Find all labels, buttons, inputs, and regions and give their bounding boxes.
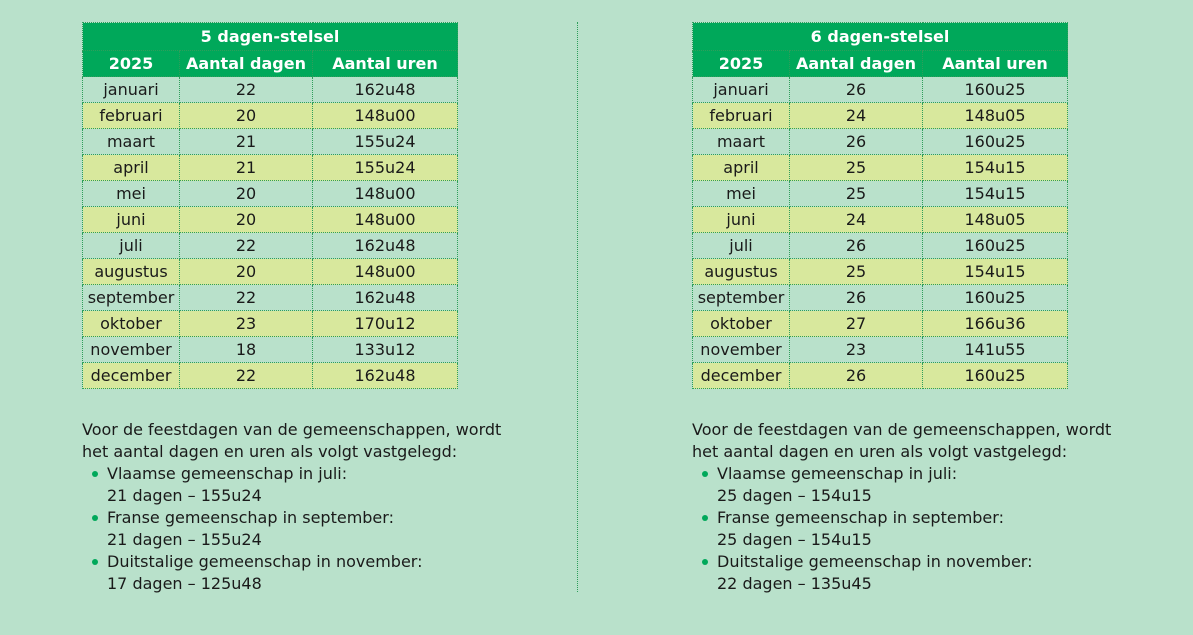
community-value: 25 dagen – 154u15 xyxy=(717,486,872,505)
community-label: Franse gemeenschap in september: xyxy=(107,508,394,527)
table-row xyxy=(83,103,458,129)
notes-intro-line-2: het aantal dagen en uren als volgt vastgelegd: xyxy=(692,442,1068,461)
hours-cell: 148u00 xyxy=(313,181,458,207)
table-row xyxy=(83,77,458,103)
table-row xyxy=(83,311,458,337)
days-cell: 22 xyxy=(180,233,313,259)
bullet-icon xyxy=(702,559,708,565)
table-row xyxy=(83,181,458,207)
community-item xyxy=(700,463,1162,507)
days-cell: 21 xyxy=(180,129,313,155)
days-cell: 20 xyxy=(180,259,313,285)
month-cell: september xyxy=(693,285,790,311)
table-title: 6 dagen-stelsel xyxy=(693,23,1068,51)
month-cell: april xyxy=(693,155,790,181)
header-year: 2025 xyxy=(83,51,180,77)
table-row xyxy=(693,129,1068,155)
community-item xyxy=(90,507,552,551)
table-row xyxy=(83,363,458,389)
header-hours: Aantal uren xyxy=(923,51,1068,77)
table-row xyxy=(693,233,1068,259)
month-cell: juli xyxy=(83,233,180,259)
month-cell: februari xyxy=(693,103,790,129)
hours-cell: 162u48 xyxy=(313,363,458,389)
notes-intro-line-1: Voor de feestdagen van de gemeenschappen, wordt xyxy=(82,420,502,439)
table-row xyxy=(83,285,458,311)
days-cell: 26 xyxy=(790,233,923,259)
bullet-icon xyxy=(92,471,98,477)
table-row xyxy=(693,311,1068,337)
table-row xyxy=(693,259,1068,285)
month-cell: augustus xyxy=(83,259,180,285)
days-cell: 18 xyxy=(180,337,313,363)
hours-table xyxy=(82,22,458,389)
table-body xyxy=(83,77,458,389)
hours-cell: 160u25 xyxy=(923,285,1068,311)
month-cell: oktober xyxy=(83,311,180,337)
days-cell: 25 xyxy=(790,181,923,207)
holiday-notes xyxy=(82,419,552,595)
hours-cell: 166u36 xyxy=(923,311,1068,337)
days-cell: 20 xyxy=(180,103,313,129)
month-cell: februari xyxy=(83,103,180,129)
column-divider xyxy=(577,22,578,592)
hours-cell: 154u15 xyxy=(923,155,1068,181)
month-cell: juni xyxy=(693,207,790,233)
month-cell: december xyxy=(83,363,180,389)
days-cell: 23 xyxy=(180,311,313,337)
notes-intro-line-1: Voor de feestdagen van de gemeenschappen, wordt xyxy=(692,420,1112,439)
month-cell: november xyxy=(83,337,180,363)
hours-cell: 160u25 xyxy=(923,233,1068,259)
community-label: Duitstalige gemeenschap in november: xyxy=(717,552,1033,571)
month-cell: december xyxy=(693,363,790,389)
hours-cell: 160u25 xyxy=(923,77,1068,103)
month-cell: mei xyxy=(83,181,180,207)
hours-cell: 141u55 xyxy=(923,337,1068,363)
community-list xyxy=(692,463,1162,595)
month-cell: september xyxy=(83,285,180,311)
hours-cell: 154u15 xyxy=(923,181,1068,207)
bullet-icon xyxy=(702,515,708,521)
month-cell: augustus xyxy=(693,259,790,285)
community-value: 25 dagen – 154u15 xyxy=(717,530,872,549)
six-day-section xyxy=(692,22,1162,595)
community-label: Duitstalige gemeenschap in november: xyxy=(107,552,423,571)
table-row xyxy=(83,155,458,181)
community-label: Vlaamse gemeenschap in juli: xyxy=(717,464,958,483)
hours-cell: 162u48 xyxy=(313,233,458,259)
days-cell: 23 xyxy=(790,337,923,363)
hours-cell: 133u12 xyxy=(313,337,458,363)
community-value: 22 dagen – 135u45 xyxy=(717,574,872,593)
table-row xyxy=(693,337,1068,363)
month-cell: mei xyxy=(693,181,790,207)
table-row xyxy=(83,233,458,259)
month-cell: april xyxy=(83,155,180,181)
table-row xyxy=(693,181,1068,207)
month-cell: maart xyxy=(83,129,180,155)
notes-intro-line-2: het aantal dagen en uren als volgt vastgelegd: xyxy=(82,442,458,461)
days-cell: 22 xyxy=(180,77,313,103)
month-cell: januari xyxy=(83,77,180,103)
holiday-notes xyxy=(692,419,1162,595)
days-cell: 25 xyxy=(790,155,923,181)
community-value: 17 dagen – 125u48 xyxy=(107,574,262,593)
header-year: 2025 xyxy=(693,51,790,77)
days-cell: 20 xyxy=(180,207,313,233)
hours-cell: 148u00 xyxy=(313,259,458,285)
header-hours: Aantal uren xyxy=(313,51,458,77)
hours-cell: 162u48 xyxy=(313,285,458,311)
table-row xyxy=(83,207,458,233)
hours-cell: 148u00 xyxy=(313,103,458,129)
days-cell: 26 xyxy=(790,77,923,103)
hours-cell: 148u00 xyxy=(313,207,458,233)
table-title: 5 dagen-stelsel xyxy=(83,23,458,51)
community-label: Franse gemeenschap in september: xyxy=(717,508,1004,527)
table-row xyxy=(693,155,1068,181)
hours-cell: 155u24 xyxy=(313,129,458,155)
header-days: Aantal dagen xyxy=(790,51,923,77)
hours-cell: 155u24 xyxy=(313,155,458,181)
table-row xyxy=(83,337,458,363)
month-cell: januari xyxy=(693,77,790,103)
table-row xyxy=(83,129,458,155)
table-row xyxy=(693,207,1068,233)
days-cell: 22 xyxy=(180,285,313,311)
community-item xyxy=(90,551,552,595)
hours-cell: 162u48 xyxy=(313,77,458,103)
days-cell: 27 xyxy=(790,311,923,337)
bullet-icon xyxy=(702,471,708,477)
days-cell: 26 xyxy=(790,363,923,389)
community-value: 21 dagen – 155u24 xyxy=(107,530,262,549)
table-row xyxy=(83,259,458,285)
hours-table xyxy=(692,22,1068,389)
days-cell: 26 xyxy=(790,129,923,155)
month-cell: november xyxy=(693,337,790,363)
days-cell: 24 xyxy=(790,207,923,233)
community-list xyxy=(82,463,552,595)
community-item xyxy=(90,463,552,507)
bullet-icon xyxy=(92,559,98,565)
month-cell: maart xyxy=(693,129,790,155)
hours-cell: 170u12 xyxy=(313,311,458,337)
days-cell: 25 xyxy=(790,259,923,285)
community-item xyxy=(700,551,1162,595)
days-cell: 26 xyxy=(790,285,923,311)
community-label: Vlaamse gemeenschap in juli: xyxy=(107,464,348,483)
days-cell: 20 xyxy=(180,181,313,207)
days-cell: 24 xyxy=(790,103,923,129)
hours-cell: 154u15 xyxy=(923,259,1068,285)
hours-cell: 160u25 xyxy=(923,129,1068,155)
bullet-icon xyxy=(92,515,98,521)
five-day-section xyxy=(82,22,552,595)
month-cell: juni xyxy=(83,207,180,233)
days-cell: 21 xyxy=(180,155,313,181)
table-row xyxy=(693,363,1068,389)
month-cell: juli xyxy=(693,233,790,259)
community-item xyxy=(700,507,1162,551)
hours-cell: 148u05 xyxy=(923,103,1068,129)
days-cell: 22 xyxy=(180,363,313,389)
table-body xyxy=(693,77,1068,389)
header-days: Aantal dagen xyxy=(180,51,313,77)
community-value: 21 dagen – 155u24 xyxy=(107,486,262,505)
table-row xyxy=(693,77,1068,103)
table-row xyxy=(693,285,1068,311)
table-row xyxy=(693,103,1068,129)
hours-cell: 148u05 xyxy=(923,207,1068,233)
hours-cell: 160u25 xyxy=(923,363,1068,389)
month-cell: oktober xyxy=(693,311,790,337)
